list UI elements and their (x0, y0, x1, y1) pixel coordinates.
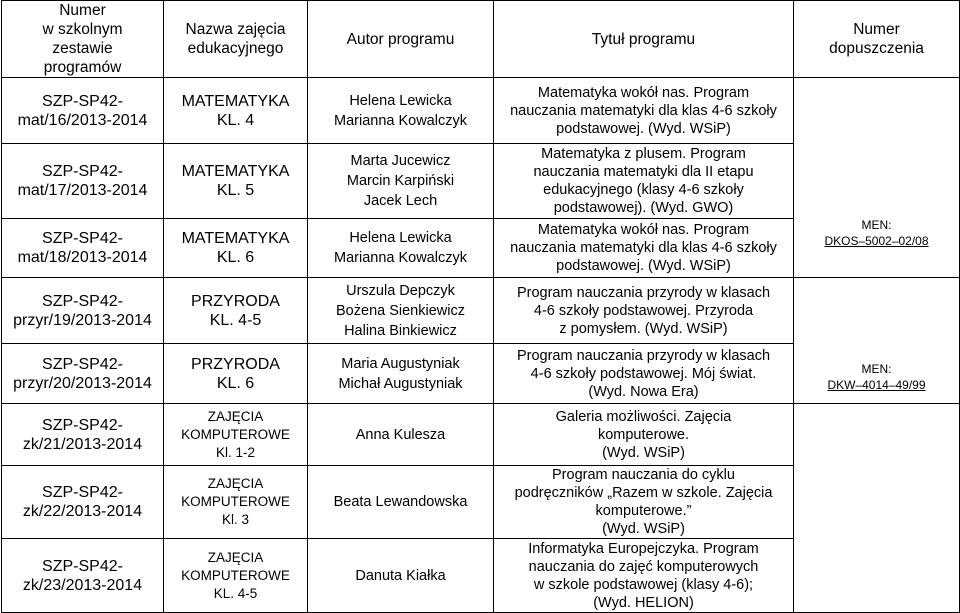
header-author: Autor programu (308, 1, 494, 78)
title-line: podstawowej. (Wyd. WSiP) (556, 120, 731, 137)
title-line: nauczania matematyki dla klas 4-6 szkoły (510, 102, 777, 119)
program-number-line: mat/18/2013-2014 (17, 249, 148, 266)
title-line: nauczania do zajęć komputerowych (528, 558, 759, 575)
author-cell (308, 278, 494, 344)
table-row (2, 78, 960, 144)
title-line: Matematyka z plusem. Program (541, 146, 746, 162)
title-line: nauczania matematyki dla II etapu (533, 164, 754, 180)
header-row (2, 1, 960, 78)
subject-name (164, 144, 308, 219)
author-cell (308, 404, 494, 466)
title-line: Program nauczania przyrody w klasach (516, 284, 771, 301)
program-number-line: przyr/19/2013-2014 (13, 311, 152, 329)
header-number-line: Numer (59, 2, 106, 19)
subject-line: KOMPUTEROWE (181, 567, 290, 583)
subject-line: KOMPUTEROWE (181, 494, 290, 509)
author-name: Maria Augustyniak (341, 355, 460, 372)
program-number-line: SZP-SP42- (42, 416, 123, 434)
table-row (2, 404, 960, 466)
program-number (2, 78, 164, 144)
header-subject (164, 1, 308, 78)
approval-label: MEN: (861, 218, 892, 232)
author-name: Helena Lewicka (349, 230, 452, 246)
title-line: podstawowej). (Wyd. GWO) (553, 200, 734, 216)
program-number-line: SZP-SP42- (42, 292, 123, 310)
subject-line: KL. 4 (216, 111, 255, 129)
subject-line: MATEMATYKA (181, 92, 290, 110)
subject-line: KL. 6 (216, 374, 255, 392)
approval-cell-empty (794, 404, 960, 613)
title-line: (Wyd. HELION) (593, 594, 694, 611)
program-number-line: mat/17/2013-2014 (17, 182, 148, 199)
program-number-line: zk/21/2013-2014 (22, 435, 143, 453)
program-number-line: zk/22/2013-2014 (22, 503, 143, 520)
author-name: Bożena Sienkiewicz (336, 302, 465, 319)
subject-name (164, 78, 308, 144)
header-number-line: w szkolnym (42, 21, 123, 38)
author-name: Marta Jucewicz (350, 153, 451, 169)
title-line: nauczania matematyki dla klas 4-6 szkoły (510, 240, 777, 256)
header-number-line: programów (43, 59, 122, 76)
approval-cell-math (794, 78, 960, 278)
program-number (2, 344, 164, 404)
subject-name (164, 344, 308, 404)
author-cell (308, 539, 494, 613)
title-line: Program nauczania do cyklu (552, 467, 735, 483)
title-line: Program nauczania przyrody w klasach (516, 347, 771, 364)
program-title (494, 466, 794, 539)
program-title (494, 344, 794, 404)
program-title (494, 404, 794, 466)
author-name: Marianna Kowalczyk (334, 112, 467, 129)
program-number-line: SZP-SP42- (42, 484, 123, 501)
approval-label: MEN: (861, 362, 892, 376)
program-number (2, 278, 164, 344)
program-number (2, 219, 164, 278)
program-number-line: SZP-SP42- (42, 163, 123, 180)
subject-name (164, 466, 308, 539)
author-cell (308, 466, 494, 539)
subject-line: PRZYRODA (191, 292, 280, 310)
author-name: Halina Binkiewicz (344, 322, 457, 339)
author-name: Danuta Kiałka (355, 567, 446, 584)
subject-line: Kl. 3 (221, 512, 249, 527)
program-number-line: zk/23/2013-2014 (22, 576, 143, 594)
title-line: Informatyka Europejczyka. Program (528, 540, 759, 557)
program-number-line: SZP-SP42- (42, 92, 123, 110)
title-line: (Wyd. Nowa Era) (588, 383, 699, 400)
author-name: Marcin Karpiński (346, 173, 455, 189)
subject-name (164, 278, 308, 344)
header-approval (794, 1, 960, 78)
approval-code: DKW–4014–49/99 (827, 378, 926, 392)
subject-line: Kl. 1-2 (215, 444, 256, 460)
program-number-line: SZP-SP42- (42, 230, 123, 247)
header-title: Tytuł programu (494, 1, 794, 78)
approval-cell-nature (794, 278, 960, 404)
author-name: Anna Kulesza (355, 426, 446, 443)
subject-name (164, 404, 308, 466)
author-cell (308, 144, 494, 219)
title-line: 4-6 szkoły podstawowej. Mój świat. (530, 365, 757, 382)
program-number-line: przyr/20/2013-2014 (13, 374, 152, 392)
subject-line: PRZYRODA (191, 355, 280, 373)
title-line: komputerowe. (597, 426, 690, 443)
program-number-line: mat/16/2013-2014 (17, 111, 148, 129)
program-title (494, 539, 794, 613)
title-line: z pomysłem. (Wyd. WSiP) (559, 320, 728, 337)
subject-line: KOMPUTEROWE (181, 426, 290, 442)
title-line: Matematyka wokół nas. Program (537, 222, 750, 238)
title-line: Matematyka wokół nas. Program (537, 84, 750, 101)
program-number (2, 539, 164, 613)
subject-line: ZAJĘCIA (207, 549, 264, 565)
subject-line: ZAJĘCIA (207, 476, 264, 491)
program-title (494, 219, 794, 278)
subject-name (164, 219, 308, 278)
author-cell (308, 219, 494, 278)
header-subject-line: Nazwa zajęcia (185, 21, 286, 38)
author-cell (308, 344, 494, 404)
author-cell (308, 78, 494, 144)
program-number-line: SZP-SP42- (42, 355, 123, 373)
program-title (494, 144, 794, 219)
subject-name (164, 539, 308, 613)
title-line: edukacyjnego (klasy 4-6 szkoły (543, 182, 744, 198)
header-approval-line: dopuszczenia (829, 40, 924, 57)
title-line: podręczników „Razem w szkole. Zajęcia (514, 485, 773, 501)
author-name: Urszula Depczyk (346, 282, 455, 299)
subject-line: MATEMATYKA (181, 230, 290, 247)
subject-line: ZAJĘCIA (207, 408, 264, 424)
title-line: komputerowe.” (595, 503, 692, 519)
approval-code: DKOS–5002–02/08 (824, 234, 929, 248)
author-name: Jacek Lech (363, 193, 438, 209)
title-line: w szkole podstawowej (klasy 4-6); (533, 576, 754, 593)
subject-line: KL. 6 (216, 249, 255, 266)
subject-line: MATEMATYKA (181, 163, 290, 180)
header-approval-line: Numer (853, 21, 900, 38)
program-number (2, 466, 164, 539)
header-number-line: zestawie (52, 40, 113, 57)
title-line: (Wyd. WSiP) (602, 444, 685, 461)
title-line: 4-6 szkoły podstawowej. Przyroda (533, 302, 754, 319)
author-name: Michał Augustyniak (338, 375, 463, 392)
program-title (494, 278, 794, 344)
header-number (2, 1, 164, 78)
subject-line: KL. 4-5 (213, 585, 258, 601)
program-number-line: SZP-SP42- (42, 557, 123, 575)
header-subject-line: edukacyjnego (187, 40, 284, 57)
table-row (2, 278, 960, 344)
author-name: Marianna Kowalczyk (334, 250, 467, 266)
subject-line: KL. 5 (216, 182, 255, 199)
author-name: Helena Lewicka (349, 92, 452, 109)
program-table (1, 0, 960, 613)
subject-line: KL. 4-5 (209, 311, 262, 329)
title-line: (Wyd. WSiP) (602, 521, 685, 537)
program-number (2, 144, 164, 219)
title-line: Galeria możliwości. Zajęcia (555, 408, 732, 425)
program-title (494, 78, 794, 144)
author-name: Beata Lewandowska (333, 494, 468, 510)
program-number (2, 404, 164, 466)
title-line: podstawowej. (Wyd. WSiP) (556, 258, 731, 274)
